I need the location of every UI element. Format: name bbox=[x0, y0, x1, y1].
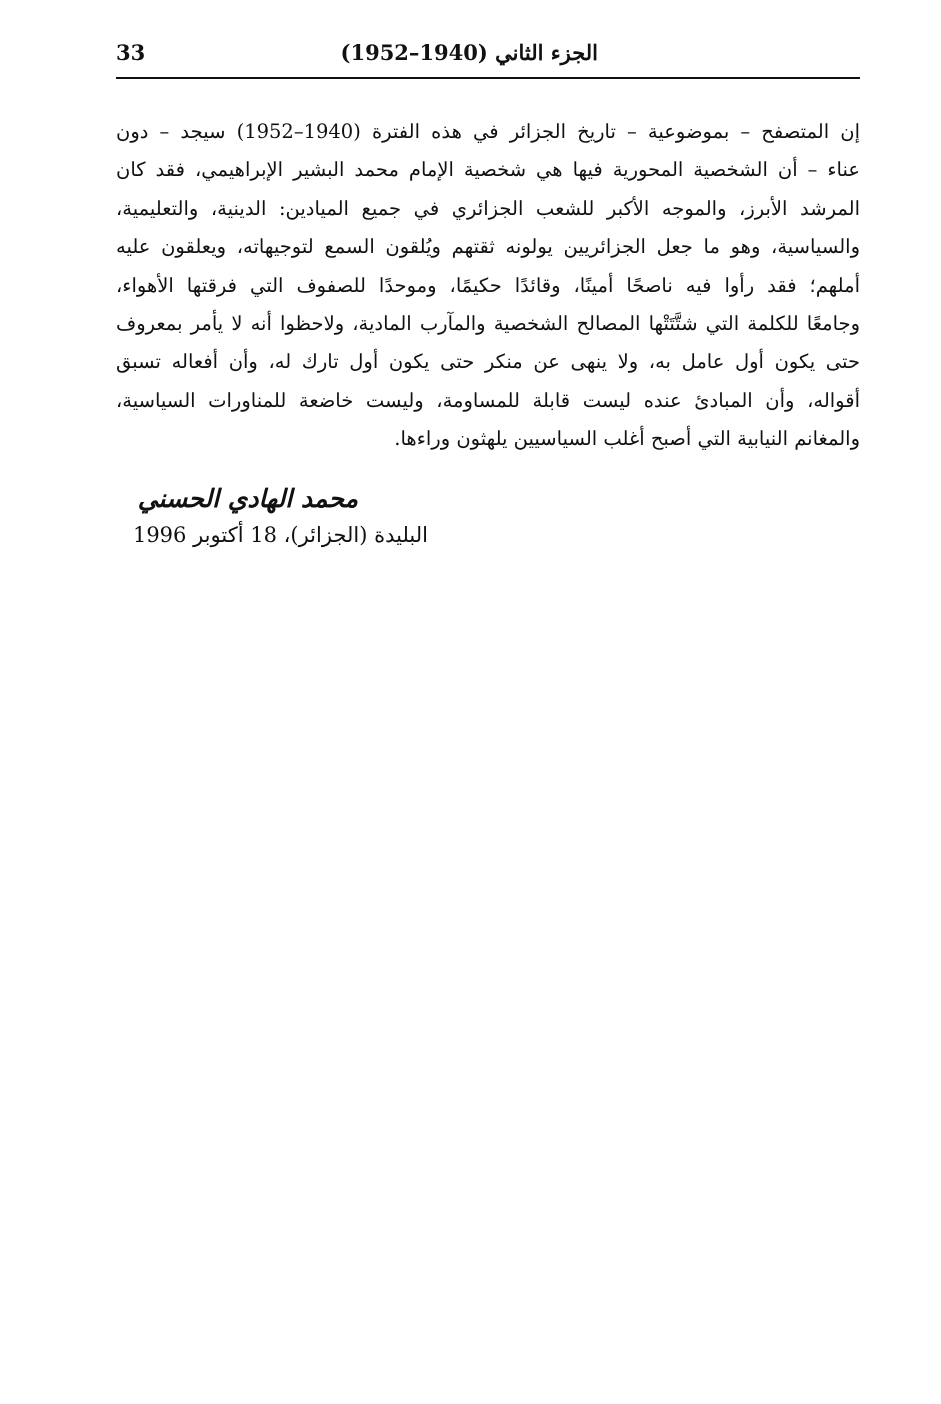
paragraph-line: وجامعًا للكلمة التي شتَّتَتْها المصالح الشخصية والمآرب المادية، ولاحظوا أنه لا يأمر بمعروف bbox=[116, 311, 860, 335]
paragraph-line: أملهم؛ فقد رأوا فيه ناصحًا أمينًا، وقائدًا حكيمًا، وموحدًا للصفوف التي فرقتها الأهواء، bbox=[116, 273, 860, 297]
paragraph-line: المرشد الأبرز، والموجه الأكبر للشعب الجزائري في جميع الميادين: الدينية، والتعليمية، bbox=[116, 196, 860, 220]
paragraph-line: أقواله، وأن المبادئ عنده ليست قابلة للمساومة، وليست خاضعة للمناورات السياسية، bbox=[116, 388, 860, 412]
running-header-title: الجزء الثاني (1940–1952) bbox=[340, 40, 598, 65]
author-signature: محمد الهادي الحسني bbox=[137, 484, 358, 513]
paragraph-line: إن المتصفح – بموضوعية – تاريخ الجزائر في هذه الفترة (1940–1952) سيجد – دون bbox=[116, 120, 861, 143]
place-and-date: البليدة (الجزائر)، 18 أكتوبر 1996 bbox=[132, 523, 428, 547]
paragraph-line: والمغانم النيابية التي أصبح أغلب السياسيين يلهثون وراءها. bbox=[394, 427, 860, 451]
paragraph-line: حتى يكون أول عامل به، ولا ينهى عن منكر حتى يكون أول تارك له، وأن أفعاله تسبق bbox=[116, 350, 860, 374]
running-header bbox=[116, 38, 860, 74]
header-rule bbox=[116, 77, 860, 79]
page-number: 33 bbox=[116, 40, 146, 65]
paragraph-line: والسياسية، وهو ما جعل الجزائريين يولونه ثقتهم ويُلقون السمع لتوجيهاته، ويعلقون عليه bbox=[116, 235, 860, 259]
paragraph-line: عناء – أن الشخصية المحورية فيها هي شخصية الإمام محمد البشير الإبراهيمي، فقد كان bbox=[116, 158, 860, 182]
body-paragraph bbox=[116, 113, 860, 459]
